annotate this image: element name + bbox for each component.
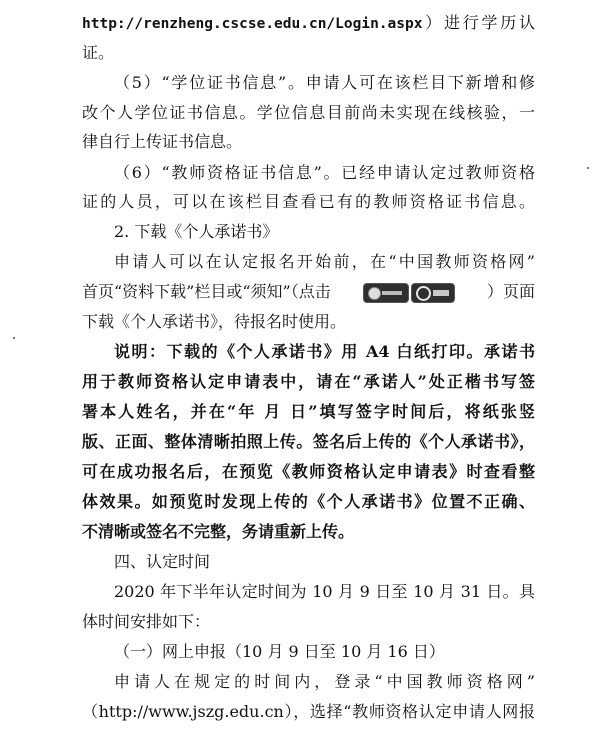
scan-speck	[587, 167, 589, 169]
text-line	[82, 12, 535, 35]
note-line: 说明：下载的《个人承诺书》用 A4 白纸打印。承诺书	[114, 342, 535, 361]
note-line: 不清晰或签名不完整，务请重新上传。	[82, 522, 355, 541]
notice-button[interactable]	[363, 283, 409, 303]
notice-buttons[interactable]	[363, 282, 455, 302]
section-heading: 2. 下载《个人承诺书》	[114, 222, 279, 241]
note-line: 体效果。如预览时发现上传的《个人承诺书》位置不正确、	[82, 492, 535, 511]
text-line: 证。	[82, 43, 115, 62]
text-line: 申请人可以在认定报名开始前，在“中国教师资格网”	[114, 252, 535, 271]
text-segment: 首页“资料下载”栏目或“须知”（点击	[82, 282, 331, 301]
note-line: 版、正面、整体清晰拍照上传。签名后上传的《个人承诺书》，	[82, 432, 535, 451]
text-line: 证的人员，可以在该栏目查看已有的教师资格证书信息。	[82, 192, 535, 211]
circle-icon	[416, 286, 431, 301]
url-link[interactable]: http://renzheng.cscse.edu.cn/Login.aspx	[82, 16, 423, 32]
subsection-heading: （一）网上申报（10 月 9 日至 10 月 16 日）	[114, 642, 445, 661]
text-line: （6）“教师资格证书信息”。已经申请认定过教师资格	[114, 163, 535, 182]
text-line: 体时间安排如下：	[82, 612, 211, 631]
section-heading: 四、认定时间	[114, 552, 211, 571]
note-line: 可在成功报名后，在预览《教师资格认定申请表》时查看整	[82, 462, 535, 481]
text-line: （http://www.jszg.edu.cn），选择“教师资格认定申请人网报	[82, 702, 535, 721]
info-icon	[368, 287, 381, 300]
text-line: （5）“学位证书信息”。申请人可在该栏目下新增和修	[114, 73, 535, 92]
scan-speck	[13, 337, 15, 339]
label-bar	[433, 290, 449, 296]
text-line: 改个人学位证书信息。学位信息目前尚未实现在线核验，一	[82, 103, 535, 122]
label-bar	[382, 291, 402, 295]
text-segment: ）页面	[486, 282, 535, 301]
notice-toggle-button[interactable]	[411, 283, 455, 303]
text-line: 2020 年下半年认定时间为 10 月 9 日至 10 月 31 日。具	[114, 582, 535, 601]
text-line: 下载《个人承诺书》，待报名时使用。	[82, 312, 347, 331]
text-line	[82, 281, 535, 303]
text-line: 律自行上传证书信息。	[82, 132, 243, 151]
note-line: 用于教师资格认定申请表中，请在“承诺人”处正楷书写签	[82, 372, 535, 391]
note-line: 署本人姓名，并在“年 月 日”填写签字时间后，将纸张竖	[82, 402, 535, 421]
text-segment: ）进行学历认	[422, 13, 535, 32]
text-line: 申请人在规定的时间内，登录“中国教师资格网”	[114, 672, 535, 691]
